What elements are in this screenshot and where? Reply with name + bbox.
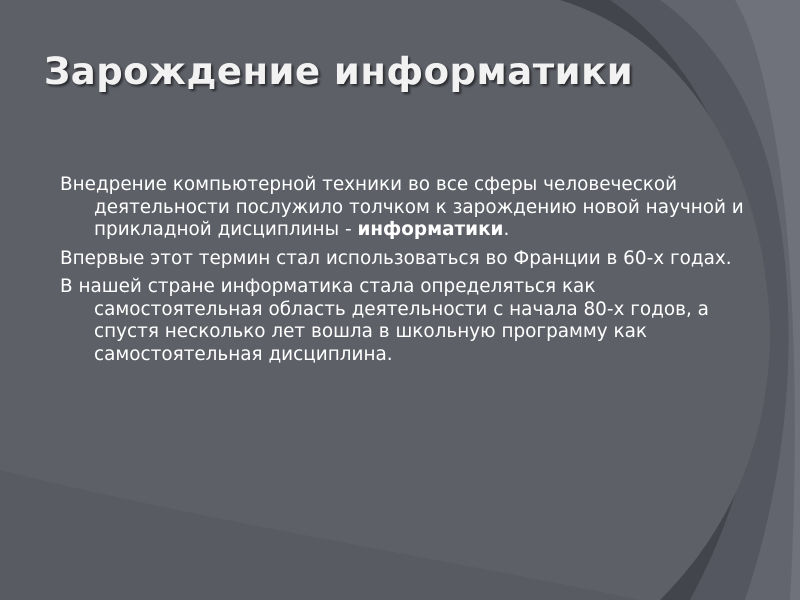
paragraph-1 [60,174,765,242]
slide-body [60,174,765,372]
paragraph-1-end: . [503,219,510,240]
paragraph-1-bold-term: информатики [357,219,504,240]
paragraph-2: Впервые этот термин стал использоваться во Франции в 60-х годах. [60,247,732,269]
paragraph-1-text: Внедрение компьютерной техники во все сферы человеческой деятельности послужило толчком к зарождению новой научной и прикладной дисциплины - [60,174,744,240]
slide-title: Зарождение информатики [44,50,634,93]
paragraph-3: В нашей стране информатика стала определяться как самостоятельная область деятельности с начала 80-х годов, а спустя несколько лет вошла в школьную программу как самостоятельная дисциплина. [60,276,709,365]
